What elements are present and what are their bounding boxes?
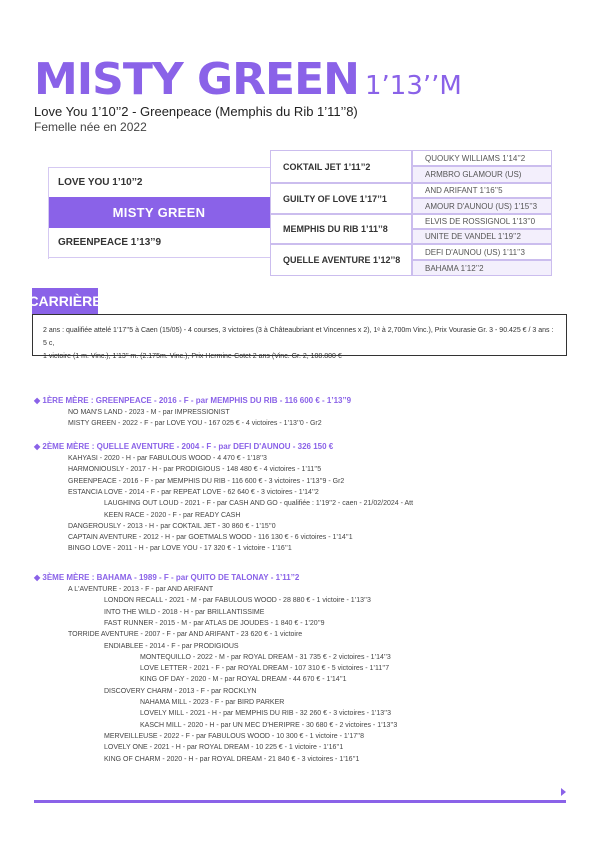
family-row: NO MAN'S LAND - 2023 - M - par IMPRESSIONIST [68, 409, 230, 416]
horse-time: 1’13’’M [364, 71, 462, 101]
family-row: LAUGHING OUT LOUD - 2021 - F - par CASH AND GO - qualifiée : 1’19’’2 - caen - 21/02/2024 - Att [104, 500, 414, 508]
section-heading: ◆ 2ÈME MÈRE : QUELLE AVENTURE - 2004 - F - par DEFI D'AUNOU - 326 150 € [34, 442, 334, 451]
family-row: CAPTAIN AVENTURE - 2012 - H - par GOETMALS WOOD - 116 130 € - 6 victoires - 1’14’’1 [68, 534, 353, 542]
pedigree-center: MISTY GREEN [48, 197, 270, 228]
family-row: TORRIDE AVENTURE - 2007 - F - par AND ARIFANT - 23 620 € - 1 victoire [68, 631, 303, 639]
family-row: FAST RUNNER - 2015 - M - par ATLAS DE JOUDES - 1 840 € - 1’20’’9 [104, 619, 325, 627]
pedigree-sire: LOVE YOU 1’10’’2 [48, 167, 270, 197]
pedigree-g2-2: GUILTY OF LOVE 1’17’’1 [270, 183, 412, 214]
family-row: LOVELY ONE - 2021 - H - par ROYAL DREAM - 10 225 € - 1 victoire - 1’16’’1 [104, 744, 344, 752]
pedigree-g3-3: AND ARIFANT 1’16’’5 [412, 183, 552, 198]
section-heading: ◆ 3ÈME MÈRE : BAHAMA - 1989 - F - par QUITO DE TALONAY - 1’11’’2 [34, 573, 300, 582]
carriere-box [32, 314, 567, 360]
family-row: KING OF DAY - 2020 - M - par ROYAL DREAM - 44 670 € - 1’14’’1 [140, 676, 347, 684]
family-row: INTO THE WILD - 2018 - H - par BRILLANTISSIME [104, 608, 265, 616]
pedigree-g3-5: ELVIS DE ROSSIGNOL 1’13’’0 [412, 214, 552, 229]
breeding-line: Love You 1’10’’2 - Greenpeace (Memphis du Rib 1’11’’8) [34, 104, 358, 119]
family-row: GREENPEACE - 2016 - F - par MEMPHIS DU RIB - 116 600 € - 3 victoires - 1’13’’9 - Gr2 [68, 477, 345, 485]
pedigree-g2-1: COKTAIL JET 1’11’’2 [270, 150, 412, 183]
family-row: MISTY GREEN - 2022 - F - par LOVE YOU - 167 025 € - 4 victoires - 1’13’’0 - Gr2 [68, 420, 322, 428]
family-row: ENDIABLEE - 2014 - F - par PRODIGIOUS [104, 642, 239, 650]
family-row: BINGO LOVE - 2011 - H - par LOVE YOU - 17 320 € - 1 victoire - 1’16’’1 [68, 545, 292, 553]
family-row: DISCOVERY CHARM - 2013 - F - par ROCKLYN [104, 687, 257, 695]
family-row: MONTEQUILLO - 2022 - M - par ROYAL DREAM - 31 735 € - 2 victoires - 1’14’’3 [140, 653, 391, 661]
family-row: KEEN RACE - 2020 - F - par READY CASH [104, 511, 241, 519]
pedigree-g3-8: BAHAMA 1’12’’2 [412, 260, 552, 276]
pedigree-dam: GREENPEACE 1’13’’9 [48, 228, 270, 258]
family-row: KASCH MILL - 2020 - H - par UN MEC D'HERIPRE - 30 680 € - 2 victoires - 1’13’’3 [140, 721, 398, 729]
pedigree-g2-3: MEMPHIS DU RIB 1’11’’8 [270, 214, 412, 244]
pedigree-g3-1: QUOUKY WILLIAMS 1’14’’2 [412, 150, 552, 166]
family-row: MERVEILLEUSE - 2022 - F - par FABULOUS WOOD - 10 300 € - 1 victoire - 1’17’’8 [104, 732, 365, 740]
pedigree-g3-7: DEFI D'AUNOU (US) 1’11’’3 [412, 244, 552, 260]
birth-line: Femelle née en 2022 [34, 120, 147, 134]
horse-name: MISTY GREEN [34, 54, 359, 105]
family-row: HARMONIOUSLY - 2017 - H - par PRODIGIOUS - 148 480 € - 4 victoires - 1’11’’5 [68, 466, 322, 474]
carriere-line-1: 2 ans : qualifiée attelé 1’17’’5 à Caen (15/05) - 4 courses, 3 victoires (3 à Châteaubriant et Vincennes x 2), 1ᵉ à 2,700m Vinc.), Prix Vourasie Gr. 3 - 90.425 € / 3 ans : 5 c, [43, 327, 554, 347]
pedigree-g2-4: QUELLE AVENTURE 1’12’’8 [270, 244, 412, 276]
family-row: NAHAMA MILL - 2023 - F - par BIRD PARKER [140, 699, 285, 706]
family-row: LOVE LETTER - 2021 - F - par ROYAL DREAM - 107 310 € - 5 victoires - 1’11’’7 [140, 665, 390, 673]
family-row: LONDON RECALL - 2021 - M - par FABULOUS WOOD - 28 880 € - 1 victoire - 1’13’’3 [104, 597, 371, 605]
family-row: KING OF CHARM - 2020 - H - par ROYAL DREAM - 21 840 € - 3 victoires - 1’16’’1 [104, 755, 360, 763]
family-row: LOVELY MILL - 2021 - H - par MEMPHIS DU RIB - 32 260 € - 3 victoires - 1’13’’3 [140, 710, 392, 718]
section-heading: ◆ 1ÈRE MÈRE : GREENPEACE - 2016 - F - par MEMPHIS DU RIB - 116 600 € - 1’13’’9 [34, 396, 352, 405]
family-row: KAHYASI - 2020 - H - par FABULOUS WOOD - 4 470 € - 1’18’’3 [68, 455, 267, 462]
horse-title [34, 54, 462, 105]
footer-bar [34, 800, 566, 803]
carriere-heading: CARRIÈRE [32, 288, 98, 314]
pedigree-g3-6: UNITE DE VANDEL 1’19’’2 [412, 229, 552, 244]
family-row: A L'AVENTURE - 2013 - F - par AND ARIFANT [68, 586, 214, 593]
pedigree-g3-2: ARMBRO GLAMOUR (US) [412, 166, 552, 183]
family-row: DANGEROUSLY - 2013 - H - par COKTAIL JET - 30 860 € - 1’15’’0 [68, 522, 276, 530]
family-row: ESTANCIA LOVE - 2014 - F - par REPEAT LOVE - 62 640 € - 3 victoires - 1’14’’2 [68, 488, 319, 496]
next-page-arrow-icon[interactable] [561, 788, 566, 796]
pedigree-g3-4: AMOUR D'AUNOU (US) 1’15’’3 [412, 198, 552, 214]
carriere-line-2: 1 victoire (1 m. Vinc.), 1’13’’ m. (2.175m. Vinc.), Prix Hermine-Cotet 2 ans (Vinc. Gr. 2, 108.800 € [43, 353, 342, 360]
